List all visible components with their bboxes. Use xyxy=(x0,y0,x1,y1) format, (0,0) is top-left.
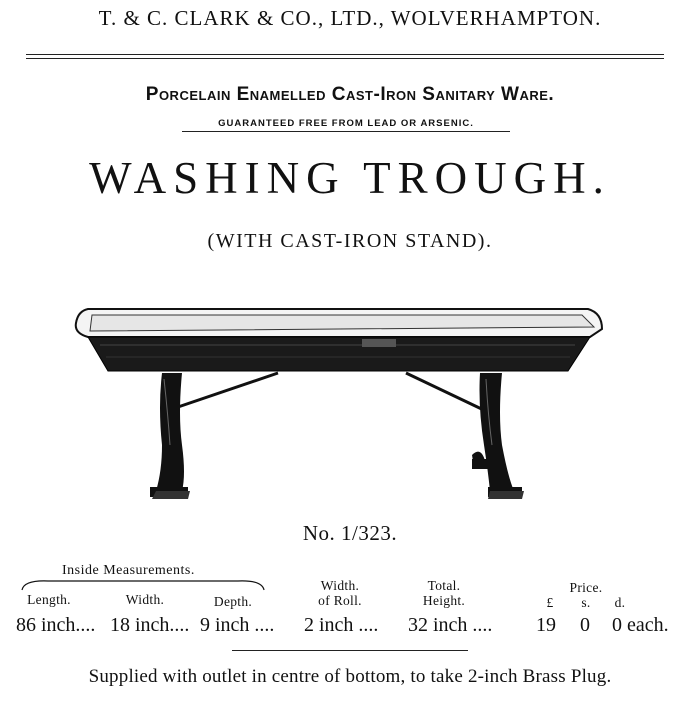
model-number: No. 1/323. xyxy=(302,521,398,545)
product-title: WASHING TROUGH. xyxy=(89,153,611,203)
header-rule-top xyxy=(26,54,664,55)
guarantee-line: GUARANTEED FREE FROM LEAD OR ARSENIC. xyxy=(182,118,510,132)
pence-header: d. xyxy=(614,595,626,610)
product-range-heading: Porcelain Enamelled Cast-Iron Sanitary Ware. xyxy=(145,84,555,105)
total-height-value: 32 inch .... xyxy=(408,614,493,636)
roll-width-value: 2 inch .... xyxy=(304,614,379,636)
measurements-brace xyxy=(18,578,268,592)
length-value: 86 inch.... xyxy=(16,614,96,636)
height-header-line-2: Height. xyxy=(422,593,466,608)
height-header-line-1: Total. xyxy=(427,578,461,593)
length-header: Length. xyxy=(27,592,71,607)
roll-width-header xyxy=(300,578,380,608)
roll-header-line-1: Width. xyxy=(320,578,360,593)
shillings-header: s. xyxy=(581,595,591,610)
depth-header: Depth. xyxy=(213,594,253,609)
total-height-header xyxy=(404,578,484,608)
header-rule-bottom xyxy=(26,58,664,59)
footer-rule xyxy=(232,650,468,651)
inside-measurements-label: Inside Measurements. xyxy=(62,563,195,578)
depth-value: 9 inch .... xyxy=(200,614,275,636)
washing-trough-illustration xyxy=(70,295,610,507)
product-subtitle: (WITH CAST-IRON STAND). xyxy=(207,230,493,252)
price-shillings-value: 0 xyxy=(580,614,590,636)
price-pounds-value: 19 xyxy=(536,614,556,636)
pounds-header: £ xyxy=(546,595,554,610)
roll-header-line-2: of Roll. xyxy=(318,593,362,608)
width-value: 18 inch.... xyxy=(110,614,190,636)
firm-name: T. & C. CLARK & CO., LTD., WOLVERHAMPTON. xyxy=(98,6,602,30)
price-header: Price. xyxy=(569,580,603,595)
width-header: Width. xyxy=(125,592,165,607)
outlet-note: Supplied with outlet in centre of bottom, to take 2-inch Brass Plug. xyxy=(88,666,612,687)
price-pence-value: 0 each. xyxy=(612,614,669,636)
